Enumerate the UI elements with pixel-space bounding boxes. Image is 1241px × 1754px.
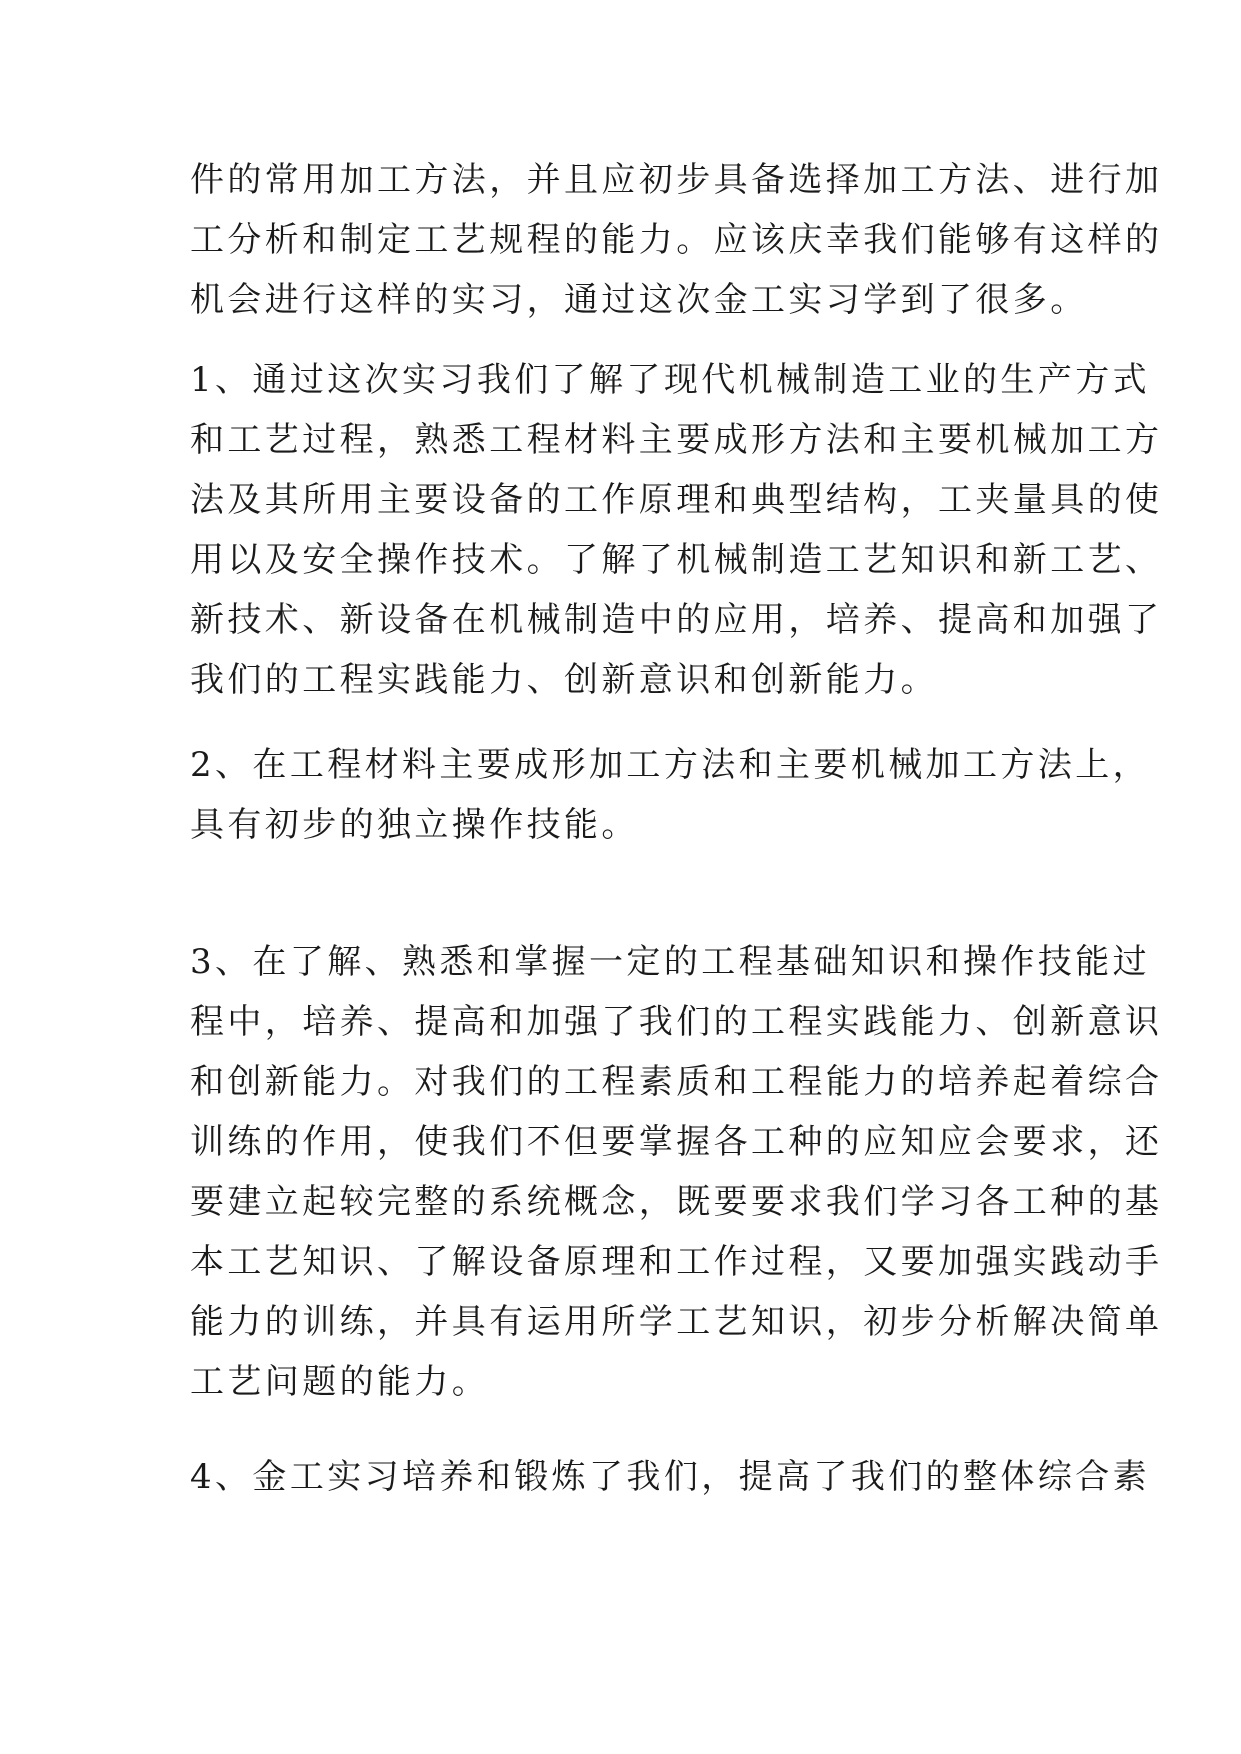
text-line: 和工艺过程，熟悉工程材料主要成形方法和主要机械加工方 <box>190 420 1163 460</box>
text-line: 具有初步的独立操作技能。 <box>190 805 639 845</box>
text-line: 件的常用加工方法，并且应初步具备选择加工方法、进行加 <box>190 160 1163 200</box>
text-line: 法及其所用主要设备的工作原理和典型结构，工夹量具的使 <box>190 480 1163 520</box>
paragraph-item-1 <box>190 350 1163 710</box>
paragraph-item-4 <box>190 1447 1151 1507</box>
text-line: 新技术、新设备在机械制造中的应用，培养、提高和加强了 <box>190 600 1163 640</box>
text-line: 工分析和制定工艺规程的能力。应该庆幸我们能够有这样的 <box>190 220 1163 260</box>
text-line: 2、在工程材料主要成形加工方法和主要机械加工方法上， <box>190 745 1151 785</box>
text-line: 3、在了解、熟悉和掌握一定的工程基础知识和操作技能过 <box>190 942 1151 982</box>
text-line: 和创新能力。对我们的工程素质和工程能力的培养起着综合 <box>190 1062 1163 1102</box>
text-line: 本工艺知识、了解设备原理和工作过程，又要加强实践动手 <box>190 1242 1163 1282</box>
text-line: 机会进行这样的实习，通过这次金工实习学到了很多。 <box>190 280 1088 320</box>
paragraph-item-3 <box>190 932 1163 1412</box>
text-line: 程中，培养、提高和加强了我们的工程实践能力、创新意识 <box>190 1002 1163 1042</box>
paragraph-intro <box>190 150 1163 330</box>
text-line: 用以及安全操作技术。了解了机械制造工艺知识和新工艺、 <box>190 540 1163 580</box>
text-line: 训练的作用，使我们不但要掌握各工种的应知应会要求，还 <box>190 1122 1163 1162</box>
text-line: 1、通过这次实习我们了解了现代机械制造工业的生产方式 <box>190 360 1151 400</box>
text-line: 要建立起较完整的系统概念，既要要求我们学习各工种的基 <box>190 1182 1163 1222</box>
text-line: 4、金工实习培养和锻炼了我们，提高了我们的整体综合素 <box>190 1457 1151 1497</box>
text-line: 我们的工程实践能力、创新意识和创新能力。 <box>190 660 938 700</box>
text-line: 能力的训练，并具有运用所学工艺知识，初步分析解决简单 <box>190 1302 1163 1342</box>
text-line: 工艺问题的能力。 <box>190 1362 490 1402</box>
paragraph-item-2 <box>190 735 1151 855</box>
